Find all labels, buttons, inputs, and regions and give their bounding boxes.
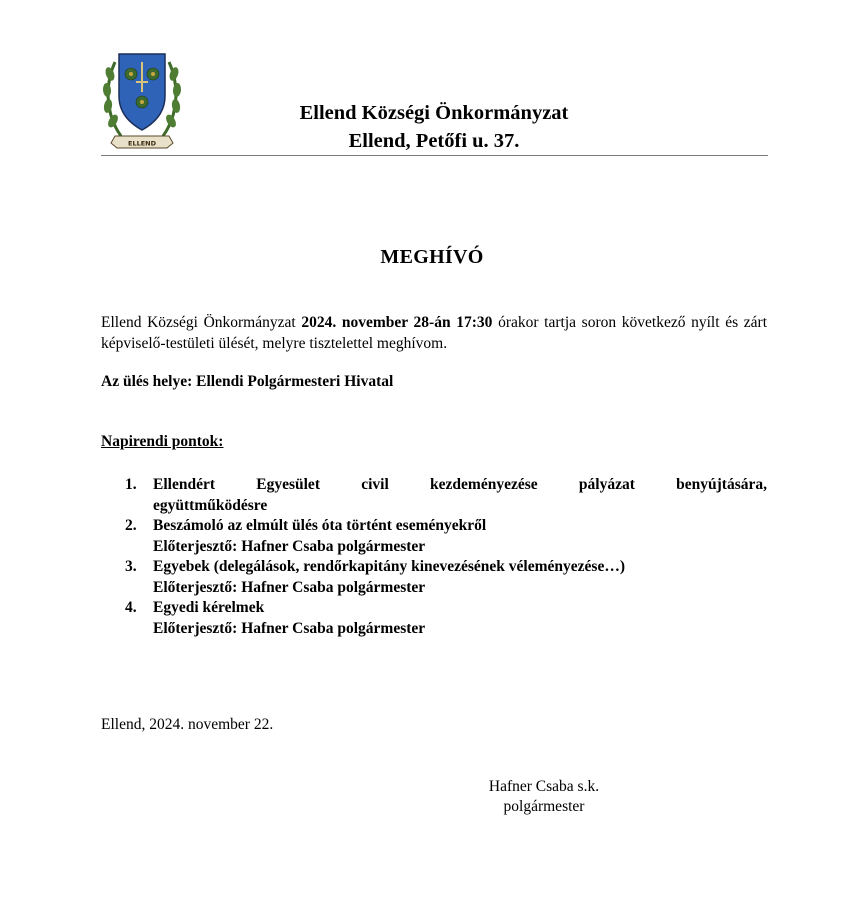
meeting-venue: Az ülés helye: Ellendi Polgármesteri Hivatal [101,373,394,390]
agenda-item-title: Egyedi kérelmek [153,599,265,616]
agenda-item [125,598,767,639]
agenda-item-title: Beszámoló az elmúlt ülés óta történt eseményekről [153,517,487,534]
signatory-role: polgármester [503,798,585,815]
agenda-item-number: 1. [125,476,137,493]
agenda-item-title: Egyebek (delegálások, rendőrkapitány kinevezésének véleményezése…) [153,558,625,575]
agenda-item-detail: együttműködésre [153,496,268,514]
header-divider [101,155,768,156]
agenda-list [125,475,767,639]
signatory-name: Hafner Csaba s.k. [488,778,600,795]
document-date: Ellend, 2024. november 22. [101,716,274,733]
agenda-item-number: 3. [125,558,137,575]
agenda-item-number: 2. [125,517,137,534]
agenda-item-presenter: Előterjesztő: Hafner Csaba polgármester [153,578,426,596]
intro-text-2: órakor tartja soron következő nyílt és zárt képviselő-testületi ülését, melyre tisztelettel meghívom. [101,314,767,352]
agenda-item [125,557,767,598]
agenda-item [125,516,767,557]
intro-paragraph [101,312,767,354]
agenda-item-presenter: Előterjesztő: Hafner Csaba polgármester [153,619,426,637]
document-title: MEGHÍVÓ [380,246,484,268]
intro-text-1: Ellend Községi Önkormányzat [101,314,302,331]
meeting-datetime: 2024. november 28-án 17:30 [301,314,493,331]
agenda-item-presenter: Előterjesztő: Hafner Csaba polgármester [153,537,426,555]
agenda-item-title: Ellendért Egyesület civil kezdeményezése pályázat benyújtására, [153,476,767,493]
organization-address: Ellend, Petőfi u. 37. [348,130,520,152]
agenda-heading: Napirendi pontok: [101,433,224,450]
organization-name: Ellend Községi Önkormányzat [299,102,569,124]
coat-of-arms-icon [101,44,183,156]
svg-text:ELLEND: ELLEND [128,139,156,148]
agenda-item-number: 4. [125,599,137,616]
agenda-item [125,475,767,516]
